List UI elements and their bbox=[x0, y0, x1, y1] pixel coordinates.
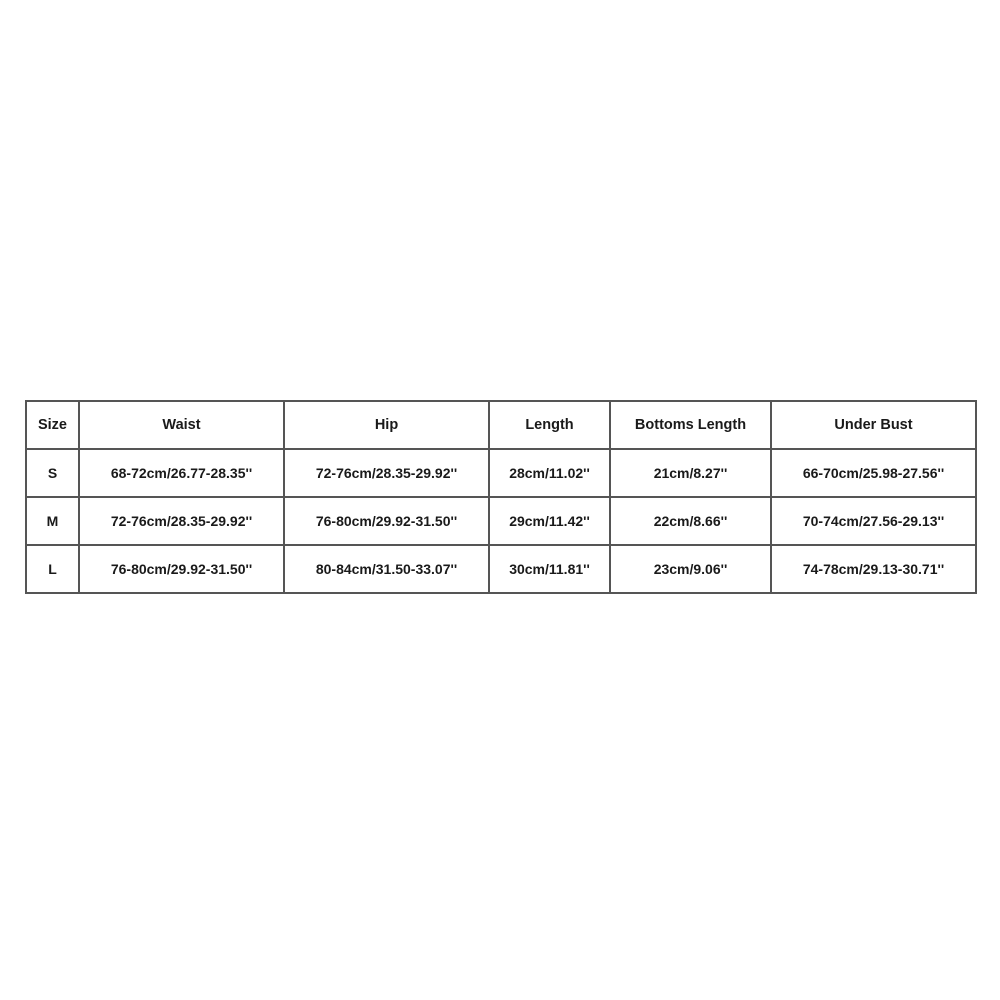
cell-hip: 76-80cm/29.92-31.50'' bbox=[284, 497, 489, 545]
cell-bottoms-length: 23cm/9.06'' bbox=[610, 545, 771, 593]
cell-size: S bbox=[26, 449, 79, 497]
cell-length: 29cm/11.42'' bbox=[489, 497, 610, 545]
header-hip: Hip bbox=[284, 401, 489, 449]
table-row bbox=[26, 545, 976, 593]
header-bottoms-length: Bottoms Length bbox=[610, 401, 771, 449]
cell-length: 30cm/11.81'' bbox=[489, 545, 610, 593]
cell-hip: 72-76cm/28.35-29.92'' bbox=[284, 449, 489, 497]
header-waist: Waist bbox=[79, 401, 284, 449]
cell-bottoms-length: 22cm/8.66'' bbox=[610, 497, 771, 545]
cell-under-bust: 66-70cm/25.98-27.56'' bbox=[771, 449, 976, 497]
cell-under-bust: 74-78cm/29.13-30.71'' bbox=[771, 545, 976, 593]
header-size: Size bbox=[26, 401, 79, 449]
cell-waist: 76-80cm/29.92-31.50'' bbox=[79, 545, 284, 593]
table-row bbox=[26, 497, 976, 545]
table-header-row bbox=[26, 401, 976, 449]
header-under-bust: Under Bust bbox=[771, 401, 976, 449]
cell-size: M bbox=[26, 497, 79, 545]
cell-under-bust: 70-74cm/27.56-29.13'' bbox=[771, 497, 976, 545]
cell-hip: 80-84cm/31.50-33.07'' bbox=[284, 545, 489, 593]
header-length: Length bbox=[489, 401, 610, 449]
cell-waist: 68-72cm/26.77-28.35'' bbox=[79, 449, 284, 497]
size-chart-table bbox=[25, 400, 977, 594]
cell-length: 28cm/11.02'' bbox=[489, 449, 610, 497]
cell-size: L bbox=[26, 545, 79, 593]
cell-bottoms-length: 21cm/8.27'' bbox=[610, 449, 771, 497]
table-row bbox=[26, 449, 976, 497]
cell-waist: 72-76cm/28.35-29.92'' bbox=[79, 497, 284, 545]
